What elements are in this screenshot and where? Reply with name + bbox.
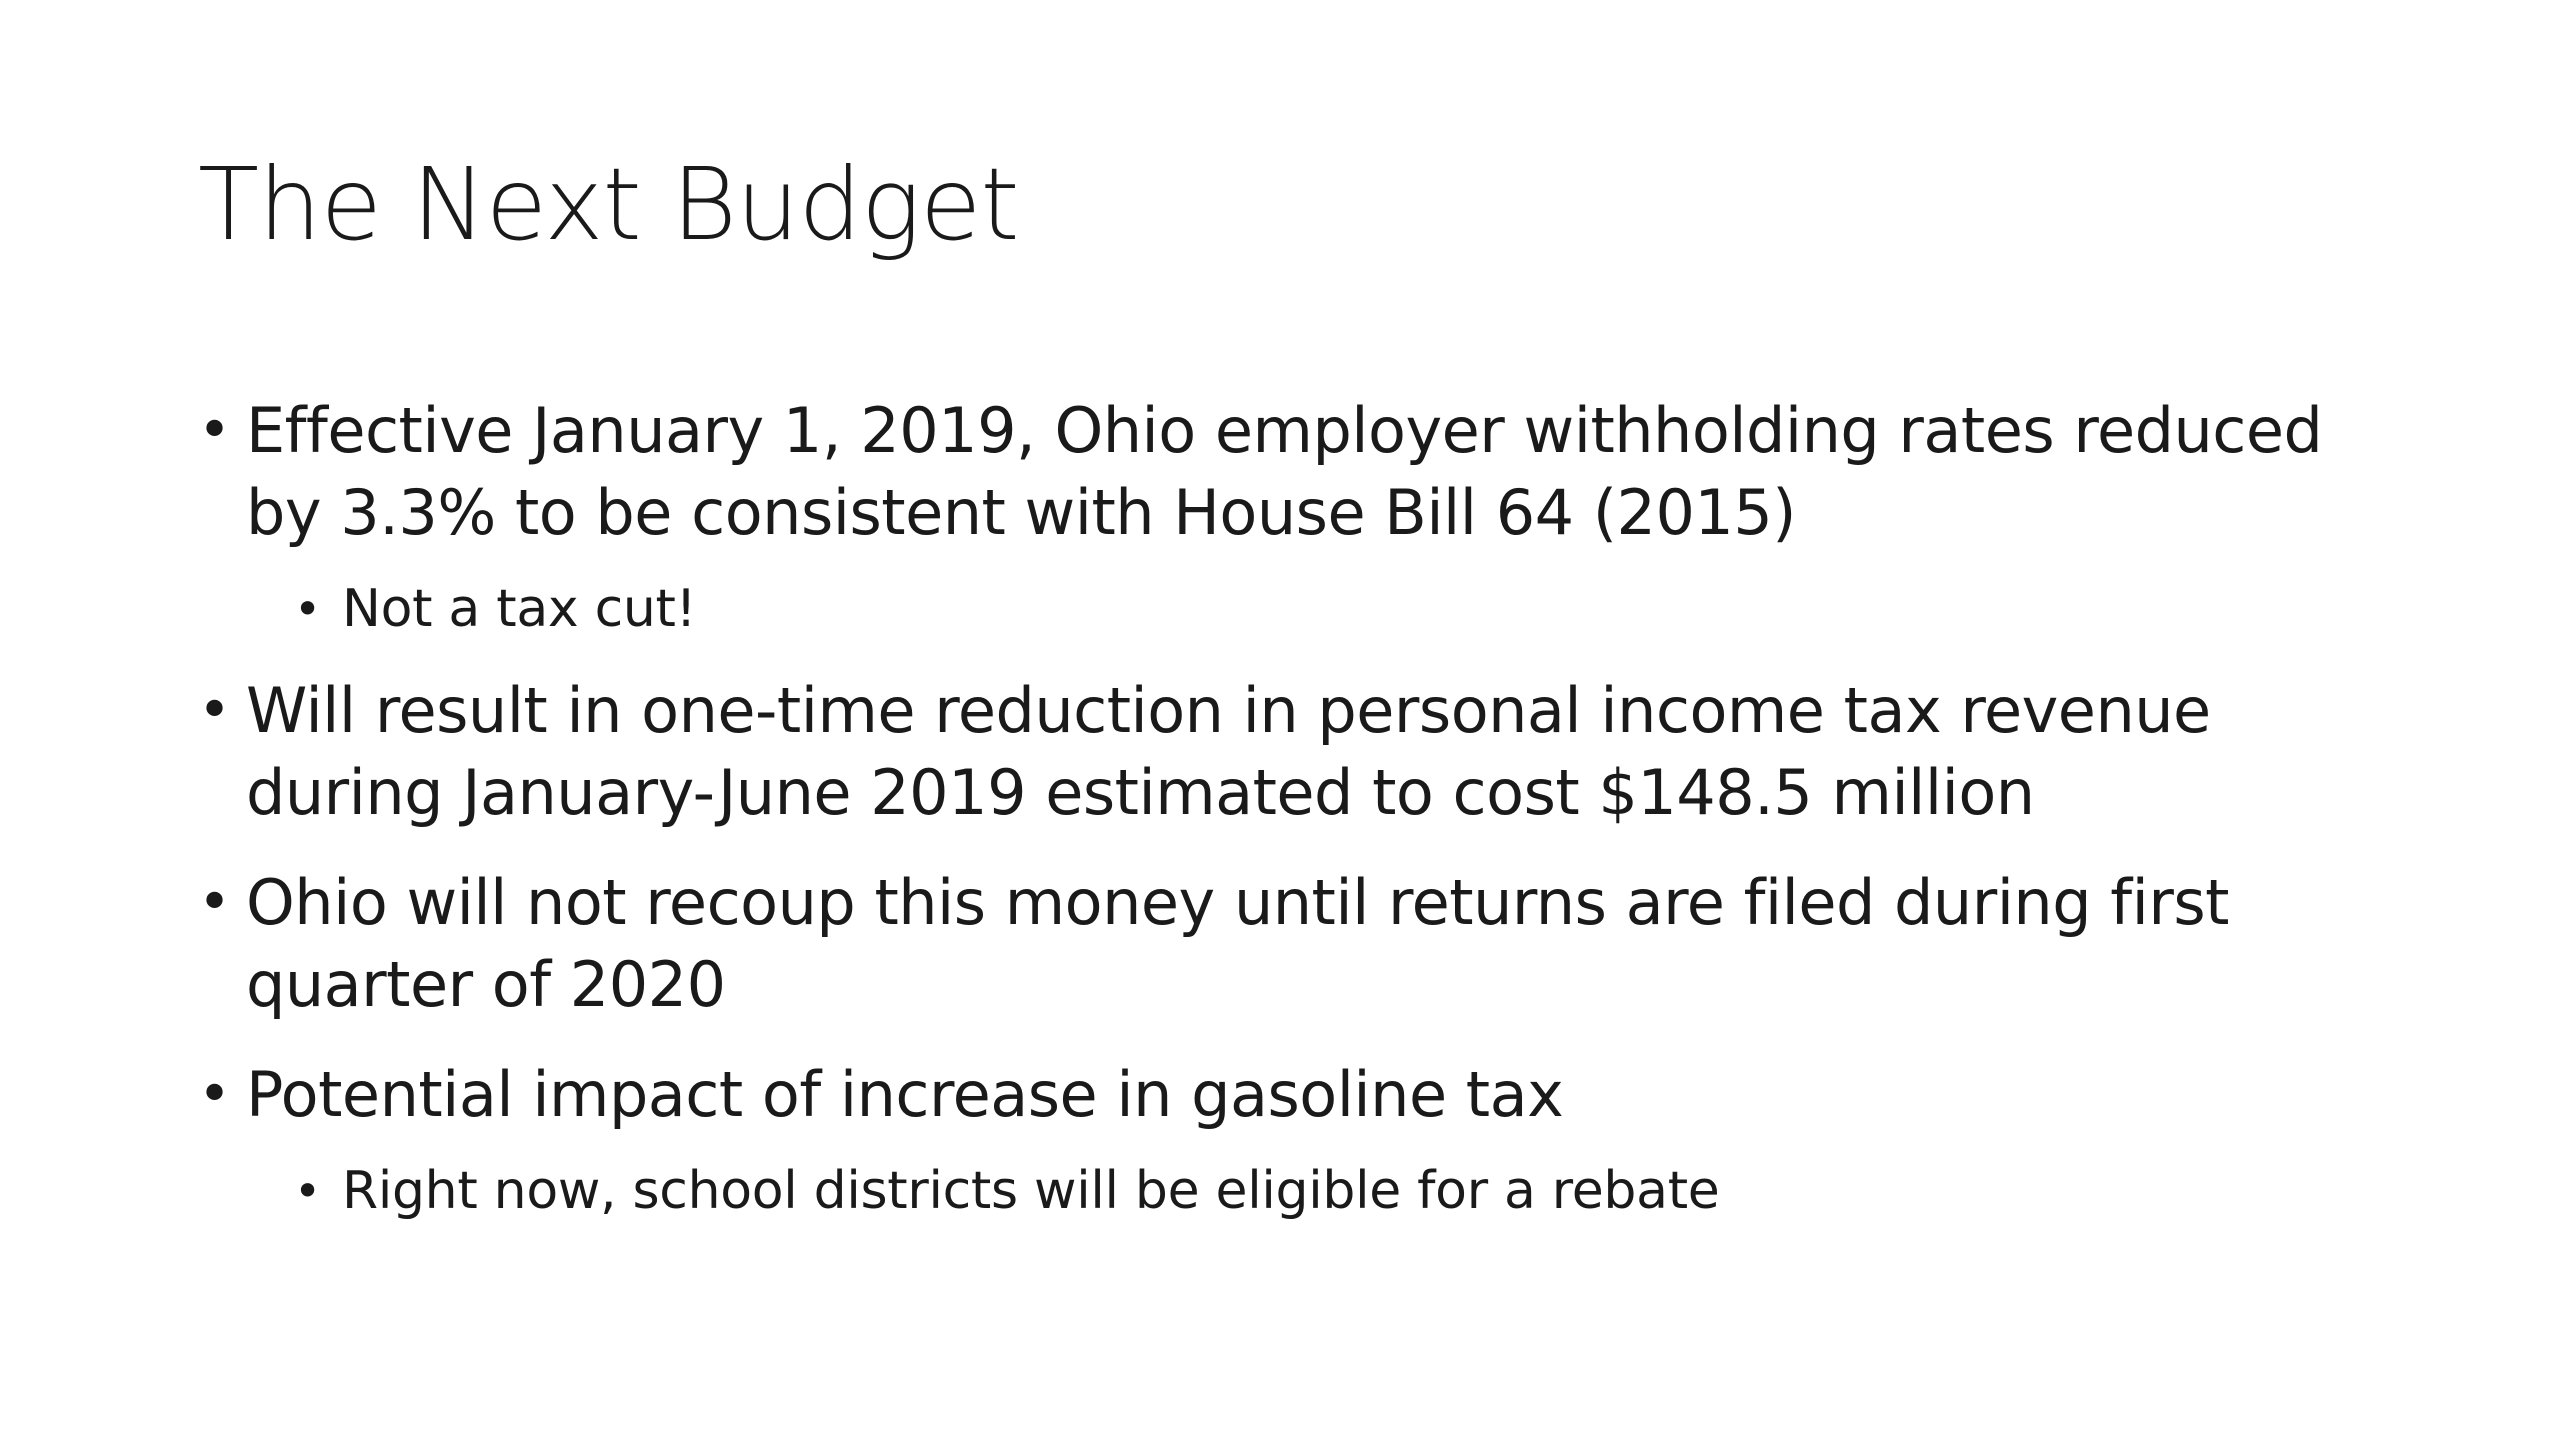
slide-title: The Next Budget	[198, 146, 1019, 263]
bullet-item: • Effective January 1, 2019, Ohio employer withholding rates reduced by 3.3% to be consistent with House Bill 64 (2015)	[198, 390, 2398, 554]
sub-bullet-item: • Right now, school districts will be eligible for a rebate	[294, 1156, 2398, 1226]
bullet-item: • Ohio will not recoup this money until returns are filed during first quarter of 2020	[198, 862, 2398, 1026]
bullet-item: • Potential impact of increase in gasoline tax	[198, 1054, 2398, 1136]
bullet-item: • Will result in one-time reduction in personal income tax revenue during January-June 2019 estimated to cost $148.5 million	[198, 670, 2398, 834]
bullet-list	[198, 390, 2398, 1252]
sub-bullet-item: • Not a tax cut!	[294, 574, 2398, 644]
